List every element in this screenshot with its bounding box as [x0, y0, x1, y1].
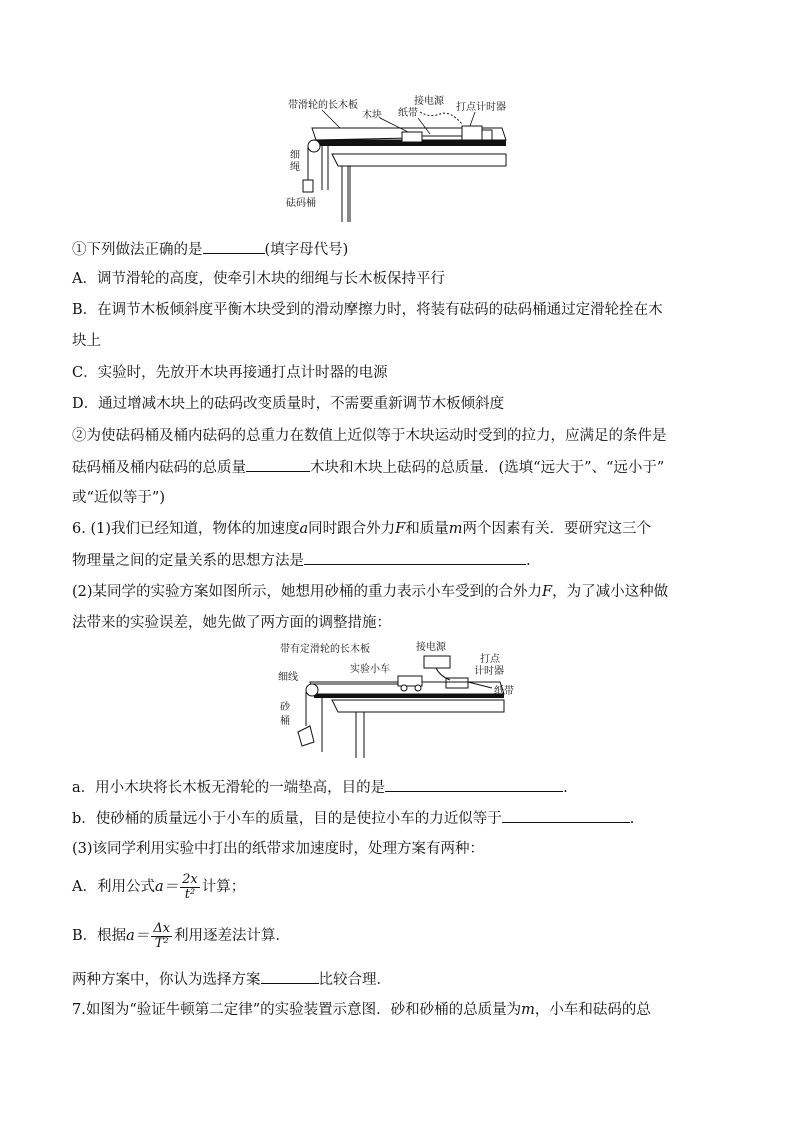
apparatus-figure-1	[270, 94, 520, 226]
label-timer: 打点计时器	[456, 102, 506, 113]
label-bucket-2a: 砂	[280, 702, 290, 713]
label-bucket-2b: 桶	[280, 716, 290, 727]
q5-sub2-end: 或“近似等于”)	[72, 490, 165, 506]
answer-blank[interactable]	[261, 968, 319, 984]
q5-option-d: D．通过增减木块上的砝码改变质量时，不需要重新调节木板倾斜度	[72, 396, 505, 412]
q5-sub2-cont: 砝码桶及桶内砝码的总质量 木块和木块上砝码的总质量．(选填“远大于”、“远小于”	[72, 456, 664, 479]
q6-part2-cont: 法带来的实验误差，她先做了两方面的调整措施：	[72, 615, 391, 631]
label-cart: 实验小车	[350, 664, 390, 675]
label-tape: 纸带	[398, 108, 418, 119]
label-rope-2: 细线	[278, 672, 298, 683]
q5-option-b-cont: 块上	[72, 333, 101, 349]
q5-option-c: C．实验时，先放开木块再接通打点计时器的电源	[72, 365, 388, 381]
answer-blank[interactable]	[385, 776, 563, 792]
q6-part4: 两种方案中，你认为选择方案 比较合理．	[72, 968, 391, 991]
label-board: 带滑轮的长木板	[288, 100, 358, 111]
apparatus-figure-2	[268, 640, 538, 764]
q6-option-a: A．利用公式a＝ $\frac{2x}{\text{t²}}$ 计算；	[72, 871, 246, 902]
q6-part1-cont: 物理量之间的定量关系的思想方法是 .	[72, 549, 531, 572]
label-timer-2a: 打点	[480, 654, 500, 665]
q5-sub1: ①下列做法正确的是 (填字母代号)	[72, 238, 348, 261]
fraction: $\frac{2x}{\text{t²}}$	[182, 871, 198, 902]
q6-part1: 6. (1)我们已经知道，物体的加速度a同时跟合外力F和质量m两个因素有关．要研究这三个	[72, 521, 651, 537]
label-block: 木块	[362, 110, 382, 121]
q5-option-b: B．在调节木板倾斜度平衡木块受到的滑动摩擦力时，将装有砝码的砝码桶通过定滑轮拴在木	[72, 302, 663, 318]
label-board-2: 带有定滑轮的长木板	[280, 644, 370, 655]
answer-blank[interactable]	[203, 238, 265, 254]
q6-part2-a: a．用小木块将长木板无滑轮的一端垫高，目的是 .	[72, 776, 568, 799]
answer-blank[interactable]	[246, 456, 310, 472]
answer-blank[interactable]	[502, 807, 630, 823]
label-power-2: 接电源	[416, 642, 446, 653]
q6-part2-b: b．使砂桶的质量远小于小车的质量，目的是使拉小车的力近似等于 .	[72, 807, 634, 830]
q6-option-b: B．根据a＝ $\frac{\Delta x}{\text{T²}}$ 利用逐差法计算．	[72, 920, 291, 951]
answer-blank[interactable]	[304, 549, 526, 565]
q6-part2: (2)某同学的实验方案如图所示，她想用砂桶的重力表示小车受到的合外力F，为了减小这种做	[72, 584, 669, 600]
q7-intro: 7.如图为“验证牛顿第二定律”的实验装置示意图．砂和砂桶的总质量为m，小车和砝码的总	[72, 1002, 651, 1018]
fraction: $\frac{\Delta x}{\text{T²}}$	[153, 920, 171, 951]
q5-sub2: ②为使砝码桶及桶内砝码的总重力在数值上近似等于木块运动时受到的拉力，应满足的条件是	[72, 428, 667, 444]
label-timer-2b: 计时器	[474, 666, 504, 677]
label-bucket: 砝码桶	[286, 198, 316, 209]
label-power: 接电源	[414, 96, 444, 107]
q6-part3: (3)该同学利用实验中打出的纸带求加速度时，处理方案有两种：	[72, 841, 485, 857]
label-tape-2: 纸带	[494, 686, 514, 697]
q5-option-a: A．调节滑轮的高度，使牵引木块的细绳与长木板保持平行	[72, 271, 445, 287]
label-rope: 细绳	[290, 150, 300, 173]
